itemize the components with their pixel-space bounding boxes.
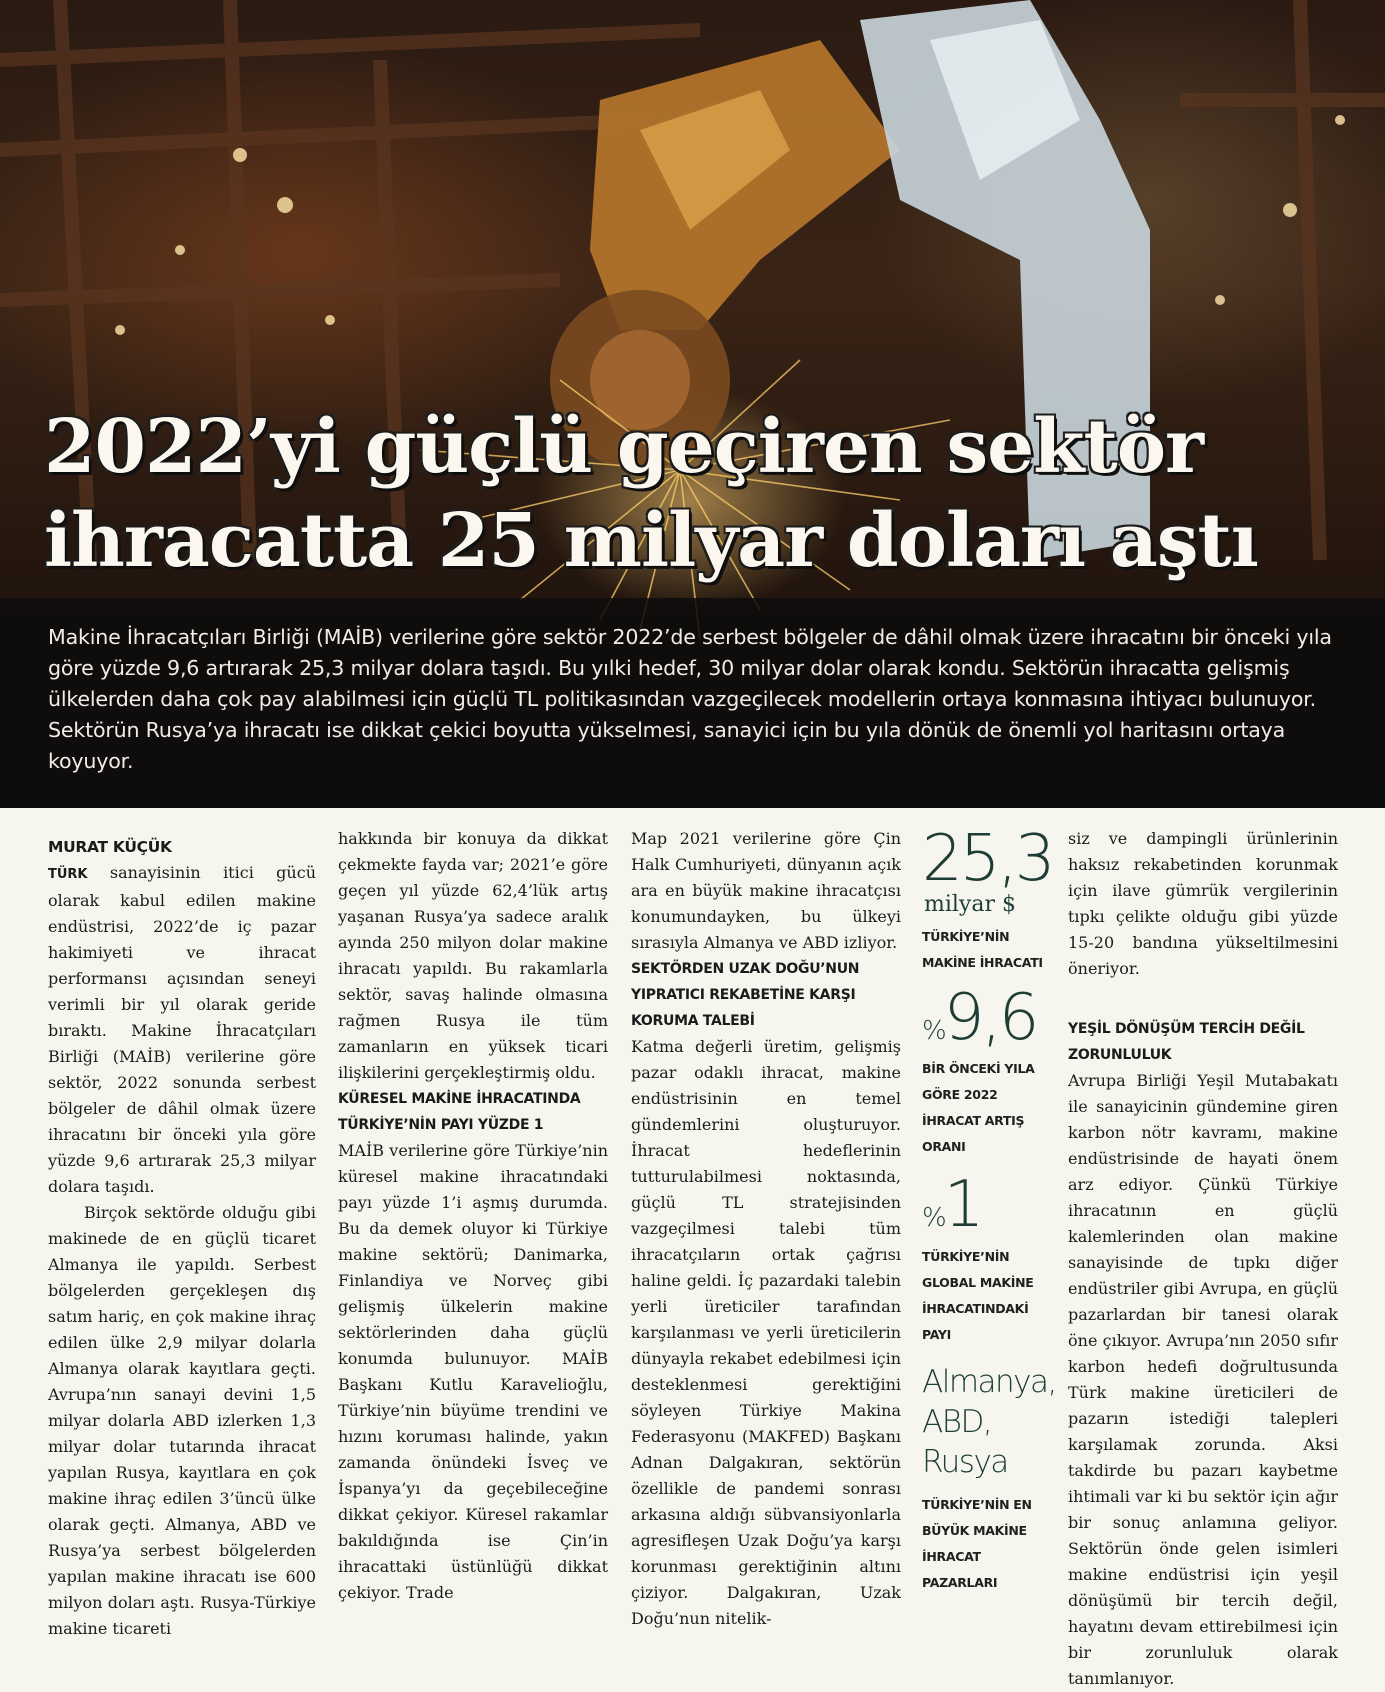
stat3-label: TÜRKİYE’NİN GLOBAL MAKİNE İHRACATINDAKİ PAYI: [922, 1249, 1034, 1342]
stat2-number: 9,6: [943, 981, 1037, 1055]
headline-line-1: 2022’yi güçlü geçiren sektör: [44, 404, 1204, 490]
market-3: Rusya: [922, 1444, 1008, 1480]
headline-line-2: ihracatta 25 milyar doları aştı: [44, 498, 1258, 584]
column-3: [631, 826, 901, 1632]
column-1: [48, 826, 316, 1642]
stat-export-value: [922, 822, 1060, 896]
col1-p1-text: sanayisinin itici gücü olarak kabul edilen makine endüstrisi, 2022’de iç pazar hakimiyeti ve ihracat performansı açısından seneyi verimli bir yıl olarak geride bıraktı. Makine İhracatçıları Birliği (MAİB) verilerine göre sektör, 2022 sonunda serbest bölgeler de dâhil olmak üzere ihracatını bir önceki yıla göre yüzde 9,6 artırarak 25,3 milyar dolara taşıdı.: [48, 863, 316, 1196]
col3-paragraph-1: Map 2021 verilerine göre Çin Halk Cumhuriyeti, dünyanın açık ara en büyük makine ihracatçısı konumundayken, bu ülkeyi sırasıyla Almanya ve ABD izliyor.: [631, 829, 901, 952]
col2-subheading: KÜRESEL MAKİNE İHRACATINDA TÜRKİYE’NİN PAYI YÜZDE 1: [338, 1091, 581, 1133]
stat2-percent-sign: %: [922, 1016, 944, 1046]
col1-paragraph-1: [48, 860, 316, 1200]
col2-paragraph-2: MAİB verilerine göre Türkiye’nin küresel makine ihracatındaki payı yüzde 1’i aşmış durumda. Bu da demek oluyor ki Türkiye makine sektörü; Danimarka, Finlandiya ve Norveç gibi gelişmiş ülkelerin makine sektörlerinden daha güçlü konumda bulunuyor. MAİB Başkanı Kutlu Karavelioğlu, Türkiye’nin büyüme trendini ve hızını koruması halinde, yakın zamanda önündeki İsveç ve İspanya’yı da geçebileceğine dikkat çekiyor. Küresel rakamlar bakıldığında ise Çin’in ihracattaki üstünlüğü dikkat çekiyor. Trade: [338, 1141, 608, 1602]
article-lead: Makine İhracatçıları Birliği (MAİB) verilerine göre sektör 2022’de serbest bölgeler de dâhil olmak üzere ihracatını bir önceki yıla göre yüzde 9,6 artırarak 25,3 milyar dolara taşıdı. Bu yılki hedef, 30 milyar dolar olarak kondu. Sektörün ihracatta gelişmiş ülkelerden daha çok pay alabilmesi için güçlü TL politikasından vazgeçilecek modellerin ortaya konmasına ihtiyacı bulunuyor. Sektörün Rusya’ya ihracatı ise dikkat çekici boyutta yükselmesi, sanayici için bu yıla dönük de önemli yol haritasını ortaya koyuyor.: [48, 625, 1332, 773]
stat2-label: BİR ÖNCEKİ YILA GÖRE 2022 İHRACAT ARTIŞ ORANI: [922, 1061, 1035, 1154]
col3-subheading: SEKTÖRDEN UZAK DOĞU’NUN YIPRATICI REKABETİNE KARŞI KORUMA TALEBİ: [631, 961, 860, 1029]
stat3-percent-sign: %: [922, 1203, 944, 1233]
col1-paragraph-2: Birçok sektörde olduğu gibi makinede de en güçlü ticaret Almanya ile yapıldı. Serbest bölgelerden gerçekleşen dış satım hariç, en çok makine ihraç edilen ülke 2,9 milyar dolarla Almanya olarak kayıtlara geçti. Avrupa’nın sanayi devini 1,5 milyar dolarla ABD izlerken 1,3 milyar dolar tutarında ihracat yapılan Rusya, kayıtlara en çok makine ihraç edilen 3’üncü ülke olarak geçti. Almanya, ABD ve Rusya’ya serbest bölgelerden yapılan makine ihracatı ise 600 milyon doları aştı. Rusya-Türkiye makine ticareti: [48, 1203, 316, 1638]
stat4-label: TÜRKİYE’NİN EN BÜYÜK MAKİNE İHRACAT PAZARLARI: [922, 1497, 1032, 1590]
stat1-label: TÜRKİYE’NİN MAKİNE İHRACATI: [922, 929, 1043, 970]
article-headline: [44, 400, 1364, 588]
column-5: [1068, 826, 1338, 1692]
col5-paragraph-1: siz ve dampingli ürünlerinin haksız rekabetinden korunmak için ilave gümrük vergilerinin tıpkı çelikte olduğu gibi yüzde 15-20 bandına yükseltilmesini öneriyor.: [1068, 829, 1338, 978]
lead-word: TÜRK: [48, 867, 88, 882]
col2-paragraph-1: hakkında bir konuya da dikkat çekmekte fayda var; 2021’e göre geçen yıl yüzde 62,4’lük artış yaşanan Rusya’ya sadece aralık ayında 250 milyon dolar makine ihracatı yapıldı. Bu rakamlarla sektör, savaş halinde olmasına rağmen Rusya ile tüm zamanların en yüksek ticari ilişkilerini gerçekleştirmiş oldu.: [338, 829, 608, 1082]
column-2: [338, 826, 608, 1606]
market-2: ABD,: [922, 1404, 992, 1440]
stat-share-value: [922, 1168, 1060, 1242]
author-byline: MURAT KÜÇÜK: [48, 838, 172, 856]
stat-markets: [922, 1362, 1060, 1482]
stat3-number: 1: [943, 1168, 982, 1242]
hero-image: [0, 0, 1385, 808]
col3-paragraph-2: Katma değerli üretim, gelişmiş pazar odaklı ihracat, makine endüstrisinin en temel gündemlerini oluşturuyor. İhracat hedeflerinin tutturulabilmesi noktasında, güçlü TL stratejisinden vazgeçilmesi talebi tüm ihracatçıların ortak çağrısı haline geldi. İç pazardaki talebin yerli üreticiler tarafından karşılanması ve yerli üreticilerin dünyayla rekabet edebilmesi için desteklenmesi gerektiğini söyleyen Türkiye Makina Federasyonu (MAKFED) Başkanı Adnan Dalgakıran, sektörün özellikle de pandemi sonrası arkasına aldığı sübvansiyonlarla agresifleşen Uzak Doğu’ya karşı korunması gerektiğinin altını çiziyor. Dalgakıran, Uzak Doğu’nun nitelik-: [631, 1037, 901, 1628]
stats-sidebar: [922, 822, 1060, 1596]
stat1-unit: milyar $: [924, 892, 1016, 917]
stat1-number: 25,3: [922, 822, 1053, 896]
market-1: Almanya,: [922, 1364, 1056, 1400]
col5-paragraph-2: Avrupa Birliği Yeşil Mutabakatı ile sanayicinin gündemine giren karbon nötr kavramı, makine endüstrisinde de hayati önem arz ediyor. Çünkü Türkiye ihracatının en güçlü kalemlerinden olan makine sanayisinde de tıpkı diğer endüstriler gibi Avrupa, en güçlü pazarlardan bir tanesi olarak öne çıkıyor. Avrupa’nın 2050 sıfır karbon hedefi doğrultusunda Türk makine üreticileri de pazarın istediği talepleri karşılamak zorunda. Aksi takdirde bu pazarı kaybetme ihtimali var ki bu sektör için ağır bir sonuç anlamına geliyor. Sektörün önde gelen isimleri makine endüstrisi için yeşil dönüşümü bir tercih değil, hayatını devam ettirebilmesi için bir zorunluluk olarak tanımlanıyor.: [1068, 1071, 1338, 1688]
col5-subheading: YEŞİL DÖNÜŞÜM TERCİH DEĞİL ZORUNLULUK: [1068, 1021, 1305, 1063]
stat-growth-value: [922, 981, 1060, 1055]
